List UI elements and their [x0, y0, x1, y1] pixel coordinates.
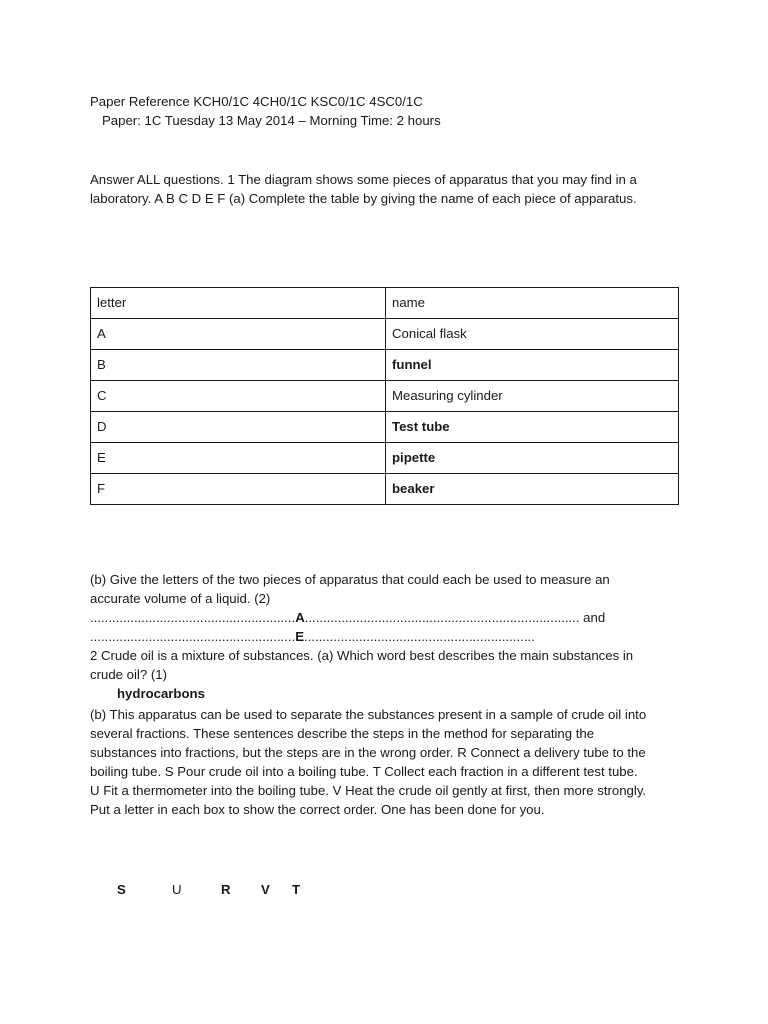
q2a-line2: crude oil? (1): [90, 667, 167, 682]
row-name: pipette: [386, 443, 679, 474]
row-name: Conical flask: [386, 319, 679, 350]
table-row: [91, 319, 679, 350]
table-row: [91, 350, 679, 381]
row-name: Test tube: [386, 412, 679, 443]
q2b-line: several fractions. These sentences describe the steps in the method for separating the: [90, 726, 595, 741]
q2b-line: U Fit a thermometer into the boiling tube. V Heat the crude oil gently at first, then more strongly.: [90, 783, 647, 798]
q2b-line: Put a letter in each box to show the correct order. One has been done for you.: [90, 802, 545, 817]
answer-dots: ........................................................................... and: [304, 610, 606, 625]
row-letter: D: [91, 412, 386, 443]
table-row: [91, 412, 679, 443]
q2a-answer: hydrocarbons: [117, 686, 205, 701]
answer-dots: ........................................................: [90, 629, 296, 644]
header-letter: letter: [91, 288, 386, 319]
order-letter: T: [292, 882, 301, 897]
paper-reference: Paper Reference KCH0/1C 4CH0/1C KSC0/1C 4SC0/1C: [90, 94, 423, 109]
row-letter: A: [91, 319, 386, 350]
answer-line-1: [90, 608, 605, 628]
order-letter: R: [221, 882, 231, 897]
row-name: funnel: [386, 350, 679, 381]
answer-dots: ........................................................: [90, 610, 296, 625]
q2b-line: (b) This apparatus can be used to separate the substances present in a sample of crude oil into: [90, 707, 647, 722]
q1-intro-line2: laboratory. A B C D E F (a) Complete the table by giving the name of each piece of apparatus.: [90, 191, 637, 206]
table-row: [91, 443, 679, 474]
q1b-line1: (b) Give the letters of the two pieces of apparatus that could each be used to measure an: [90, 572, 610, 587]
apparatus-table: [90, 287, 679, 505]
row-name: Measuring cylinder: [386, 381, 679, 412]
row-letter: C: [91, 381, 386, 412]
row-letter: B: [91, 350, 386, 381]
table-row: [91, 381, 679, 412]
q1-intro-line1: Answer ALL questions. 1 The diagram shows some pieces of apparatus that you may find in a: [90, 172, 637, 187]
q1b-line2: accurate volume of a liquid. (2): [90, 591, 271, 606]
q2b-line: boiling tube. S Pour crude oil into a boiling tube. T Collect each fraction in a different test tube.: [90, 764, 638, 779]
q2a-line1: 2 Crude oil is a mixture of substances. (a) Which word best describes the main substances in: [90, 648, 634, 663]
order-letter: U: [172, 882, 182, 897]
answer-letter-e: E: [295, 629, 304, 644]
row-letter: E: [91, 443, 386, 474]
header-name: name: [386, 288, 679, 319]
table-row: [91, 474, 679, 505]
order-letter: V: [261, 882, 270, 897]
answer-line-2: [90, 627, 535, 647]
answer-dots: ...............................................................: [303, 629, 535, 644]
answer-letter-a: A: [295, 610, 305, 625]
row-letter: F: [91, 474, 386, 505]
table-header-row: [91, 288, 679, 319]
q2b-line: substances into fractions, but the steps are in the wrong order. R Connect a delivery tube to the: [90, 745, 646, 760]
order-letter: S: [117, 882, 126, 897]
row-name: beaker: [386, 474, 679, 505]
paper-info: Paper: 1C Tuesday 13 May 2014 – Morning Time: 2 hours: [102, 113, 441, 128]
